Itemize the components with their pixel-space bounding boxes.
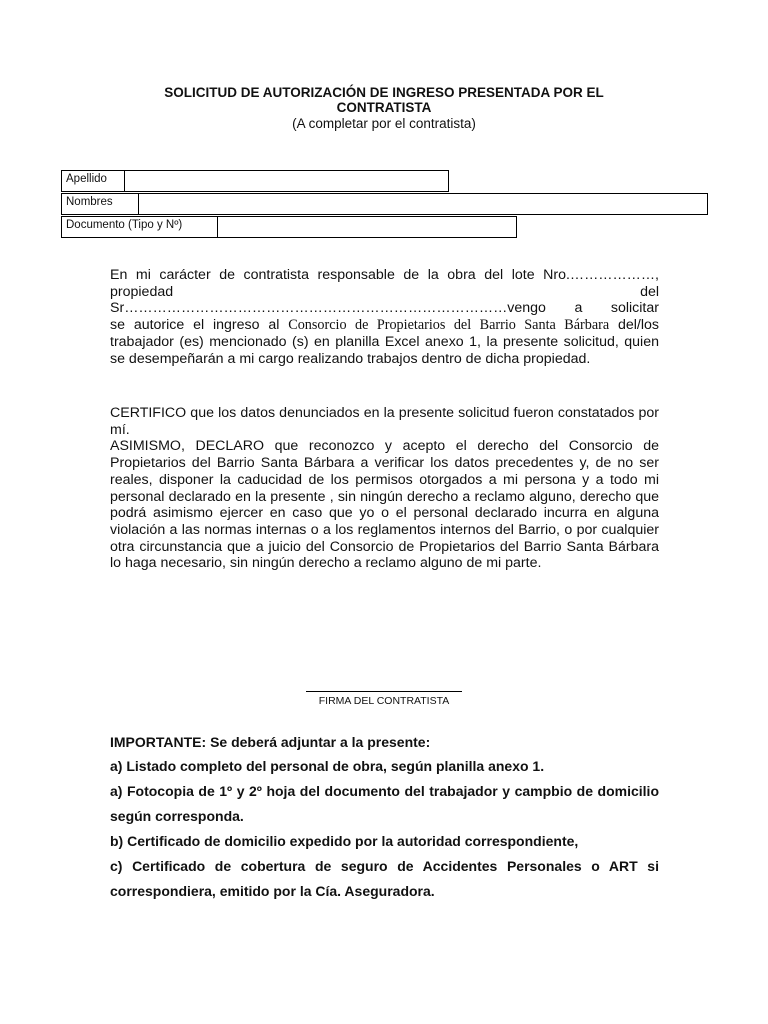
important-item-c: c) Certificado de cobertura de seguro de Accidentes Personales o ART si correspondiera, emitido por la Cía. Aseguradora. — [110, 858, 659, 899]
important-item-b: b) Certificado de domicilio expedido por la autoridad correspondiente, — [110, 833, 579, 849]
documento-field[interactable] — [218, 217, 516, 237]
signature-line — [306, 691, 462, 692]
request-line-4-start: se autorice el ingreso al — [110, 317, 289, 334]
apellido-field-row — [61, 170, 449, 192]
important-item-a1: a) Listado completo del personal de obra, según planilla anexo 1. — [110, 758, 545, 774]
documento-field-row — [61, 216, 517, 238]
consorcio-name: Consorcio de Propietarios del Barrio Santa Bárbara — [288, 317, 610, 334]
important-item-a2: a) Fotocopia de 1º y 2º hoja del documento del trabajador y campbio de domicilio según corresponda. — [110, 783, 659, 824]
request-line-2: propiedad del — [110, 283, 659, 300]
documento-label: Documento (Tipo y Nº) — [62, 217, 218, 237]
request-line-3: Sr………………………………………………………………………vengo a solicitar — [110, 300, 659, 317]
nombres-field[interactable] — [139, 194, 707, 214]
declaration-block — [110, 405, 659, 572]
nombres-field-row — [61, 193, 708, 215]
important-title: IMPORTANTE: Se deberá adjuntar a la presente: — [110, 734, 431, 750]
asimismo-paragraph: ASIMISMO, DECLARO que reconozco y acepto el derecho del Consorcio de Propietarios del Barrio Santa Bárbara a verificar los datos precedentes y, de no ser reales, disponer la caducidad de los permisos otorgados a mi persona y a todo mi personal declarado en la presente , sin ningún derecho a reclamo alguno, derecho que podrá asimismo ejercer en caso que yo o el personal declarado incurra en alguna violación a las normas internas o a los reglamentos internos del Barrio, o por cualquier otra circunstancia que a juicio del Consorcio de Propietarios del Barrio Santa Bárbara lo haga necesario, sin ningún derecho a reclamo alguno de mi parte. — [110, 438, 659, 572]
signature-label: FIRMA DEL CONTRATISTA — [318, 695, 450, 707]
document-title-line2: CONTRATISTA — [336, 100, 432, 115]
certifico-paragraph: CERTIFICO que los datos denunciados en la presente solicitud fueron constatados por mí. — [110, 405, 659, 438]
important-list — [110, 754, 659, 904]
request-line-1: En mi carácter de contratista responsable de la obra del lote Nro.………………, — [110, 267, 659, 283]
request-paragraph-rest: trabajador (es) mencionado (s) en planilla Excel anexo 1, la presente solicitud, quien se desempeñarán a mi cargo realizando trabajos dentro de dicha propiedad. — [110, 333, 659, 367]
nombres-label: Nombres — [62, 194, 139, 214]
apellido-label: Apellido — [62, 171, 125, 191]
request-line-4-end: del/los — [609, 317, 659, 334]
apellido-field[interactable] — [125, 171, 448, 191]
request-line-4 — [110, 317, 659, 334]
document-title-line1: SOLICITUD DE AUTORIZACIÓN DE INGRESO PRESENTADA POR EL — [164, 85, 604, 100]
request-paragraph — [110, 267, 659, 367]
document-subtitle: (A completar por el contratista) — [292, 116, 476, 131]
